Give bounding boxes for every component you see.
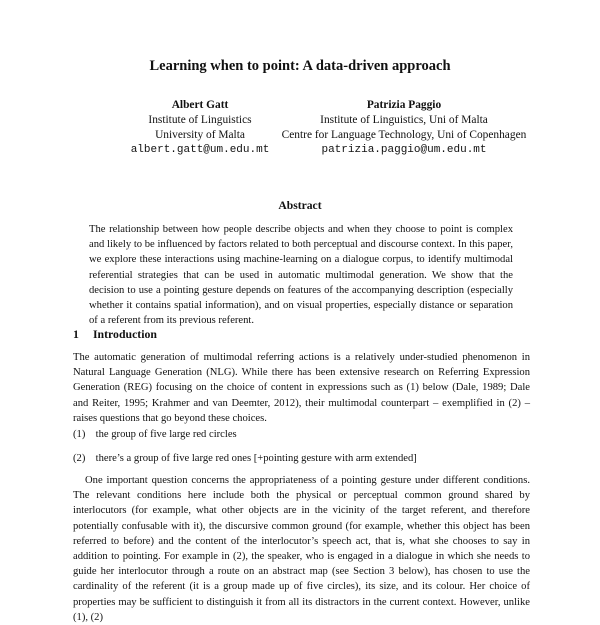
author-name: Albert Gatt [171,99,229,111]
paper-title: Learning when to point: A data-driven approach [149,58,451,74]
example-1 [73,429,237,440]
abstract-text: The relationship between how people describe objects and when they choose to point is complex and likely to be influenced by factors related to both perceptual and discourse context. In this paper, we explore these interactions using machine-learning on a dialogue corpus, to identify multimodal referential strategies that can be used in automatic multimodal generation. We show that the decision to use a pointing gesture depends on features of the accompanying description (especially whether it contains spatial information), and on visual properties, especially distance or separation of a referent from its previous referent. [89,224,513,327]
author-affiliation: Centre for Language Technology, Uni of Copenhagen [281,129,527,141]
section-title: Introduction [92,327,157,341]
author-name: Patrizia Paggio [366,99,442,111]
author-email: patrizia.paggio@um.edu.mt [321,144,487,156]
section-number: 1 [73,327,79,341]
section-heading [73,327,157,342]
author-block-1 [110,98,290,158]
author-affiliation: University of Malta [155,129,245,141]
example-text: the group of five large red circles [95,429,237,440]
intro-paragraph-2: One important question concerns the appropriateness of a pointing gesture under different conditions. The relevant conditions here include both the physical or perceptual common ground shared by interlocutors (for example, what other objects are in the vicinity of the target referent, and therefore potentially confusable with it), the discursive common ground (for example, whether this object has been referred to before) and the content of the interlocutor’s speech act, that is, what she chooses to say in addition to pointing. For example in (2), the speaker, who is engaged in a dialogue in which she needs to guide her interlocutor through a route on an abstract map (see Section 3 below), has chosen to use the cardinality of the referent (it is a group made up of five circles), its size, and its colour. Her choice of properties may be sufficient to distinguish it from all its distractors in the current context. However, unlike (1), (2) [73,475,530,623]
intro-paragraph-1: The automatic generation of multimodal referring actions is a relatively under-studied phenomenon in Natural Language Generation (NLG). While there has been extensive research on Referring Expression Generation (REG) focusing on the choice of content in expressions such as (1) below (Dale, 1989; Dale and Reiter, 1995; Krahmer and van Deemter, 2012), their multimodal counterpart – exemplified in (2) – raises questions that go beyond these choices. [73,352,530,424]
author-block-2 [270,98,538,158]
example-number: (2) [73,453,86,464]
author-email: albert.gatt@um.edu.mt [130,144,270,156]
abstract-heading: Abstract [278,199,322,212]
author-affiliation: Institute of Linguistics, Uni of Malta [320,114,488,126]
example-number: (1) [73,429,86,440]
author-affiliation: Institute of Linguistics [148,114,252,126]
example-2 [73,453,417,464]
example-text: there’s a group of five large red ones [+pointing gesture with arm extended] [95,453,417,464]
